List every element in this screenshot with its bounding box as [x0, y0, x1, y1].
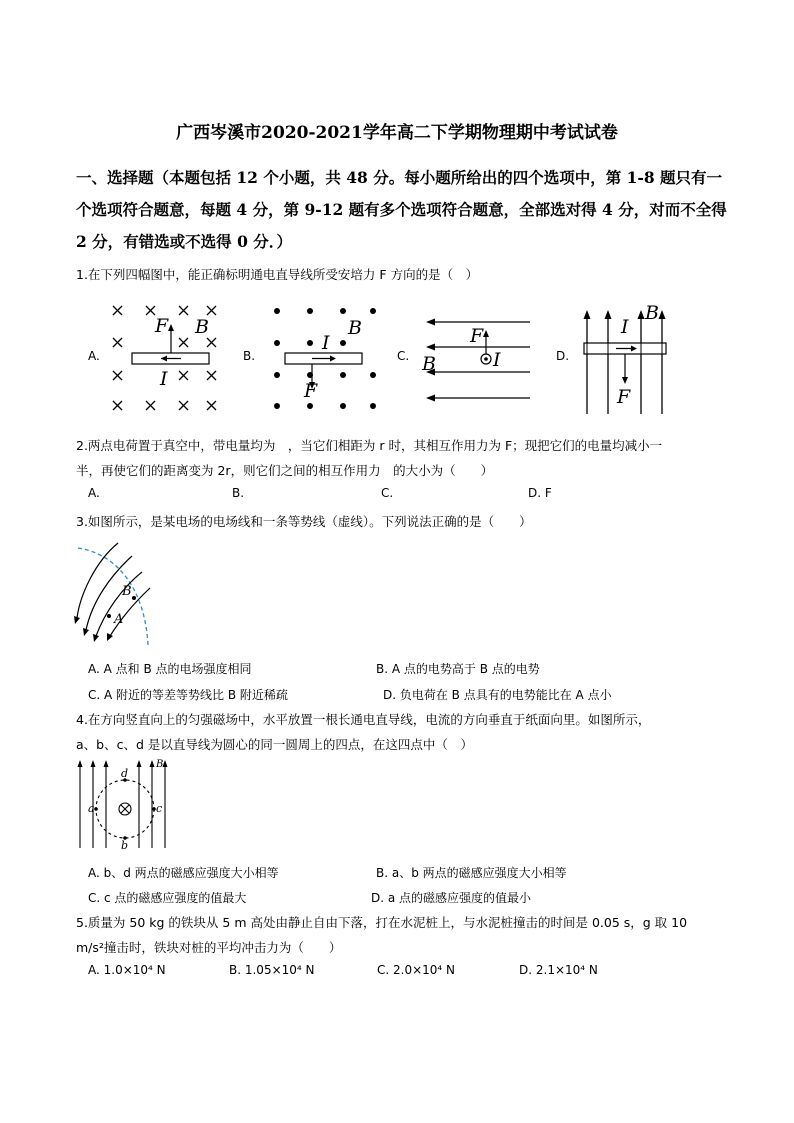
page-title: 广西岑溪市2020-2021学年高二下学期物理期中考试试卷	[176, 123, 618, 143]
point-A	[107, 614, 111, 618]
section-instructions-line-1: 一、选择题（本题包括 12 个小题，共 48 分。每小题所给出的四个选项中，第 1-8 题只有一	[76, 168, 723, 187]
q1-option-c-label: C.	[397, 349, 410, 363]
q1-option-a-label: A.	[88, 349, 100, 363]
label-I: I	[160, 368, 168, 390]
q3-option-b: B. A 点的电势高于 B 点的电势	[376, 662, 540, 676]
label-B: B	[645, 302, 659, 324]
label-b: b	[121, 839, 129, 852]
q1-figure-a	[105, 300, 225, 418]
q3-electric-field-figure	[70, 540, 160, 650]
q5-option-b: B. 1.05×10⁴ N	[229, 963, 315, 977]
q3-option-d: D. 负电荷在 B 点具有的电势能比在 A 点小	[383, 688, 612, 702]
label-F: F	[304, 380, 318, 402]
label-F: F	[617, 386, 631, 408]
force-arrow-up	[168, 324, 174, 331]
label-B: B	[195, 316, 209, 338]
label-B: B	[422, 353, 436, 375]
label-A: A	[114, 612, 124, 627]
label-I: I	[322, 332, 330, 354]
label-B: B	[122, 584, 132, 599]
q3-option-a: A. A 点和 B 点的电场强度相同	[88, 662, 252, 676]
question-5-line-1: 5.质量为 50 kg 的铁块从 5 m 高处由静止自由下落，打在水泥桩上，与水泥桩撞击的时间是 0.05 s，g 取 10	[76, 915, 688, 930]
q4-option-a: A. b、d 两点的磁感应强度大小相等	[88, 866, 279, 880]
q2-option-d: D. F	[528, 486, 552, 500]
label-I: I	[493, 349, 501, 371]
q1-option-b-label: B.	[243, 349, 256, 363]
q3-option-c: C. A 附近的等差等势线比 B 附近稀疏	[88, 688, 288, 702]
label-B: B	[348, 317, 362, 339]
q4-option-c: C. c 点的磁感应强度的值最大	[88, 891, 247, 905]
label-a: a	[88, 802, 95, 815]
q5-option-a: A. 1.0×10⁴ N	[88, 963, 166, 977]
q1-option-d-label: D.	[556, 349, 570, 363]
label-c: c	[156, 802, 163, 815]
q5-option-d: D. 2.1×10⁴ N	[519, 963, 598, 977]
q2-option-a: A.	[88, 486, 100, 500]
section-instructions-line-3: 2 分，有错选或不选得 0 分．）	[76, 232, 293, 251]
q4-option-b: B. a、b 两点的磁感应强度大小相等	[376, 866, 567, 880]
force-arrow-down	[622, 377, 628, 384]
q2-option-c: C.	[381, 486, 394, 500]
label-B: B	[156, 759, 164, 770]
q4-option-d: D. a 点的磁感应强度的值最小	[371, 891, 532, 905]
q5-option-c: C. 2.0×10⁴ N	[377, 963, 456, 977]
point-B	[132, 596, 136, 600]
label-F: F	[470, 325, 484, 347]
question-4-line-1: 4.在方向竖直向上的匀强磁场中，水平放置一根长通电直导线，电流的方向垂直于纸面向里。如图所示，	[76, 712, 651, 727]
question-5-line-2: m/s²撞击时，铁块对桩的平均冲击力为（ ）	[76, 940, 342, 955]
label-F: F	[155, 315, 169, 337]
q1-figure-c	[420, 310, 535, 410]
label-I: I	[621, 316, 629, 338]
q1-figure-b	[265, 300, 385, 418]
question-4-line-2: a、b、c、d 是以直导线为圆心的同一圆周上的四点，在这四点中（ ）	[76, 737, 473, 752]
q1-figure-d	[580, 300, 680, 415]
label-d: d	[121, 767, 129, 780]
q2-option-b: B.	[232, 486, 245, 500]
question-2-line-2: 半，再使它们的距离变为 2r，则它们之间的相互作用力 的大小为（ ）	[76, 463, 494, 478]
question-2-line-1: 2.两点电荷置于真空中，带电量均为 ，当它们相距为 r 时，其相互作用力为 F；现把它们的电量均减小一	[76, 438, 663, 453]
question-1-stem: 1.在下列四幅图中，能正确标明通电直导线所受安培力 F 方向的是（ ）	[76, 267, 479, 282]
force-arrow-up	[483, 330, 489, 337]
question-3-stem: 3.如图所示，是某电场的电场线和一条等势线（虚线）。下列说法正确的是（ ）	[76, 514, 532, 529]
q4-magnetic-field-figure	[75, 756, 180, 851]
section-instructions-line-2: 个选项符合题意，每题 4 分，第 9-12 题有多个选项符合题意，全部选对得 4 分，对而不全得	[76, 200, 727, 219]
